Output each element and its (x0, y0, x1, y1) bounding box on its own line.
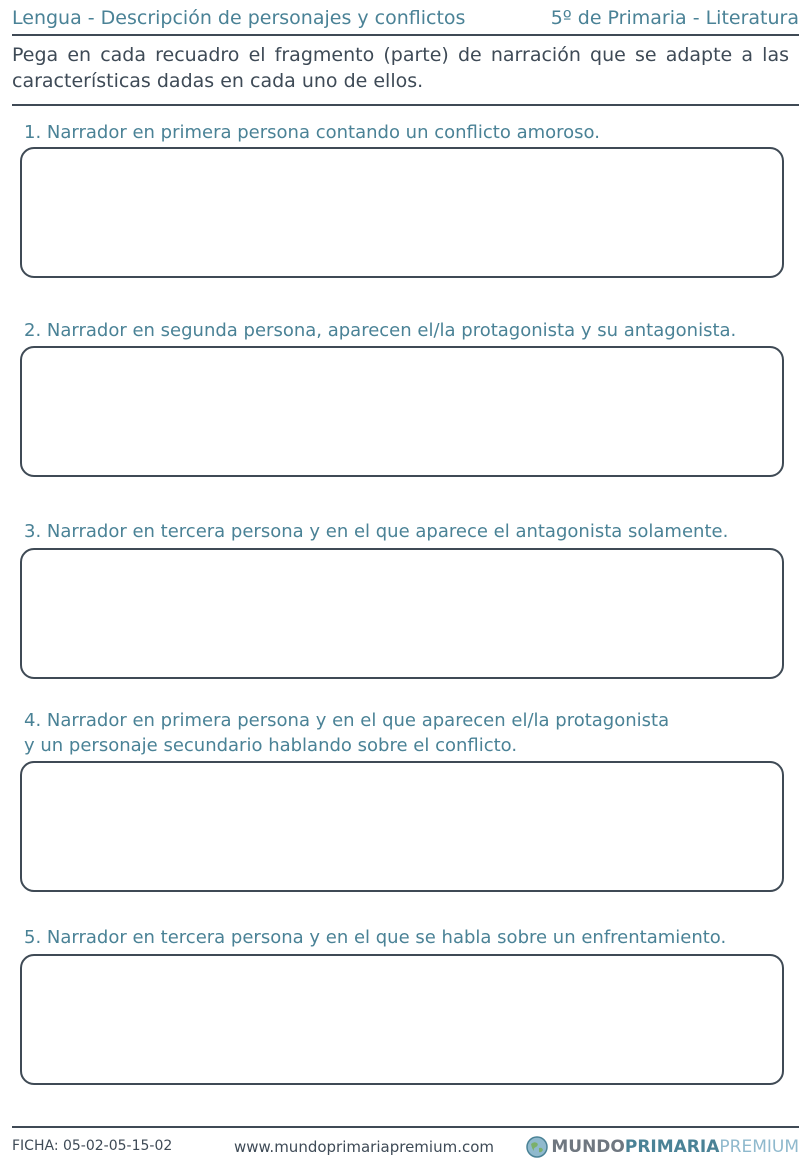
paste-box-5[interactable] (20, 954, 784, 1085)
instructions-divider (12, 104, 799, 106)
brand-premium: PREMIUM (719, 1137, 799, 1157)
brand-logo (526, 1136, 799, 1158)
task-2-label: 2. Narrador en segunda persona, aparecen el/la protagonista y su antagonista. (24, 320, 737, 341)
paste-box-1[interactable] (20, 147, 784, 278)
page-footer (12, 1136, 799, 1158)
ficha-code: FICHA: 05-02-05-15-02 (12, 1138, 173, 1154)
page-header (12, 4, 799, 32)
task-4-line-2: y un personaje secundario hablando sobre el conflicto. (24, 735, 518, 756)
task-4-label (24, 708, 787, 758)
paste-box-2[interactable] (20, 346, 784, 477)
header-divider (12, 34, 799, 36)
task-5-label: 5. Narrador en tercera persona y en el que se habla sobre un enfrentamiento. (24, 927, 727, 948)
globe-icon (526, 1136, 548, 1158)
task-4-line-1: 4. Narrador en primera persona y en el que aparecen el/la protagonista (24, 710, 670, 731)
subject-title: Lengua - Descripción de personajes y conflictos (12, 7, 466, 29)
footer-divider (12, 1126, 799, 1128)
brand-primaria: PRIMARIA (624, 1137, 720, 1157)
paste-box-3[interactable] (20, 548, 784, 679)
grade-title: 5º de Primaria - Literatura (550, 7, 799, 29)
brand-mundo: MUNDO (551, 1137, 625, 1157)
task-3-label: 3. Narrador en tercera persona y en el que aparece el antagonista solamente. (24, 521, 729, 542)
task-1-label: 1. Narrador en primera persona contando un conflicto amoroso. (24, 122, 600, 143)
website-link[interactable]: www.mundoprimariapremium.com (234, 1138, 494, 1156)
instructions: Pega en cada recuadro el fragmento (parte) de narración que se adapte a las características dadas en cada uno de ellos. (12, 44, 789, 92)
paste-box-4[interactable] (20, 761, 784, 892)
